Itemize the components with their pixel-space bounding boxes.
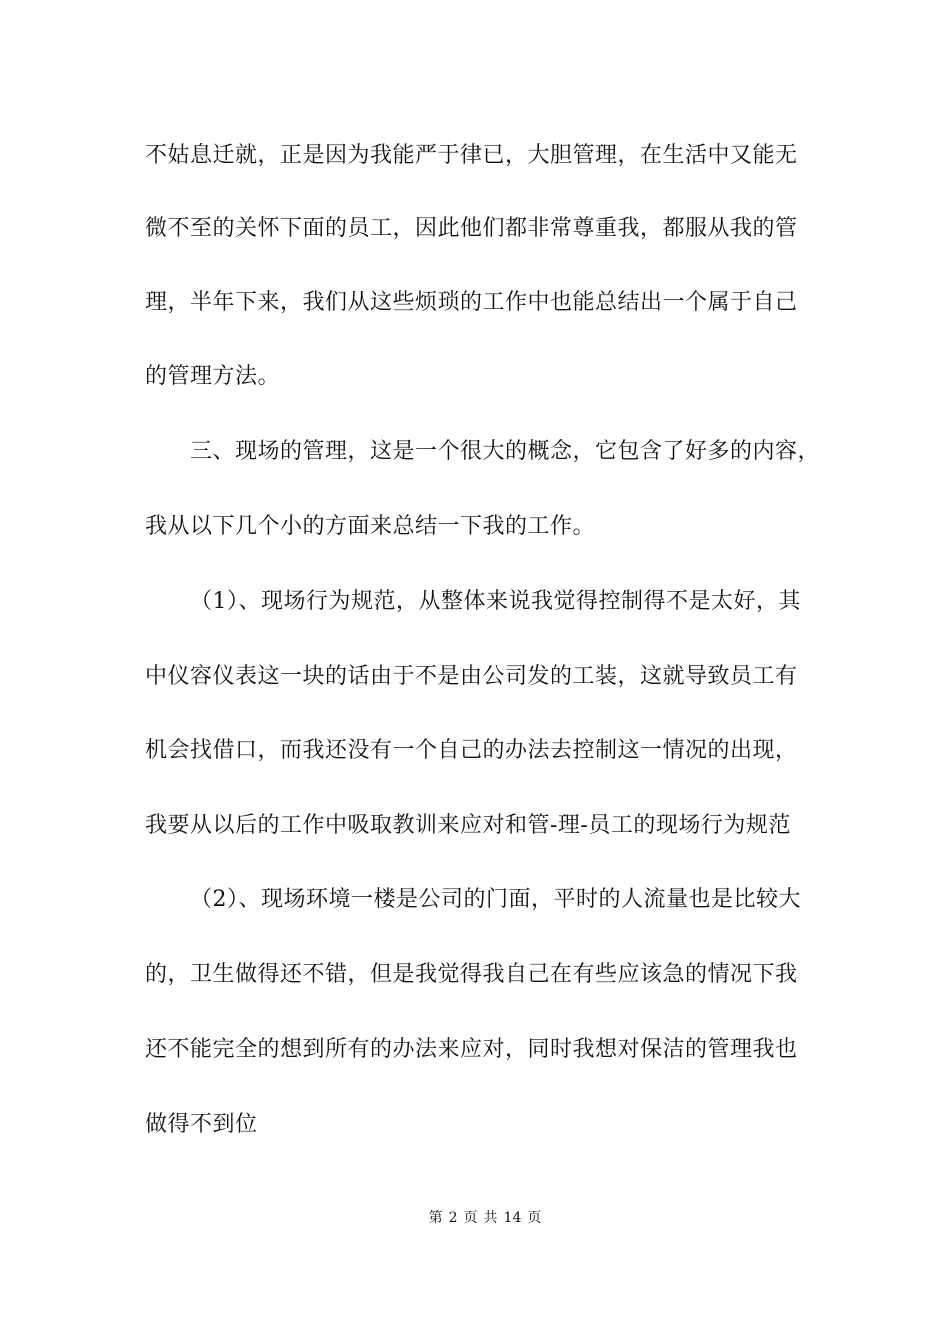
- body-line: 中仪容仪表这一块的话由于不是由公司发的工装，这就导致员工有: [145, 664, 798, 689]
- subsection-line: （2）、现场环境一楼是公司的门面，平时的人流量也是比较大: [190, 887, 801, 912]
- footer-current-page: 2: [448, 1210, 458, 1226]
- page-footer: [0, 1208, 950, 1228]
- body-line: 我从以下几个小的方面来总结一下我的工作。: [145, 514, 596, 539]
- body-line: 理，半年下来，我们从这些烦琐的工作中也能总结出一个属于自己: [145, 290, 798, 315]
- body-line: 不姑息迁就，正是因为我能严于律已，大胆管理，在生活中又能无: [145, 143, 798, 168]
- body-line: 还不能完全的想到所有的办法来应对，同时我想对保洁的管理我也: [145, 1037, 798, 1062]
- subsection-line: （1）、现场行为规范，从整体来说我觉得控制得不是太好，其: [190, 589, 801, 614]
- body-line: 做得不到位: [145, 1112, 258, 1137]
- body-line: 的，卫生做得还不错，但是我觉得我自己在有些应该急的情况下我: [145, 962, 798, 987]
- section-heading-line: 三、现场的管理，这是一个很大的概念，它包含了好多的内容，: [190, 439, 821, 464]
- footer-prefix: 第: [428, 1210, 443, 1226]
- body-line: 的管理方法。: [145, 364, 281, 389]
- footer-page-word: 页: [463, 1210, 478, 1226]
- body-line: 机会找借口，而我还没有一个自己的办法去控制这一情况的出现，: [145, 738, 798, 763]
- footer-total-word: 共: [483, 1210, 498, 1226]
- footer-total-pages: 14: [503, 1210, 522, 1226]
- body-line: 我要从以后的工作中吸取教训来应对和管-理-员工的现场行为规范: [145, 813, 791, 838]
- footer-suffix: 页: [527, 1210, 542, 1226]
- body-line: 微不至的关怀下面的员工，因此他们都非常尊重我，都服从我的管: [145, 216, 798, 241]
